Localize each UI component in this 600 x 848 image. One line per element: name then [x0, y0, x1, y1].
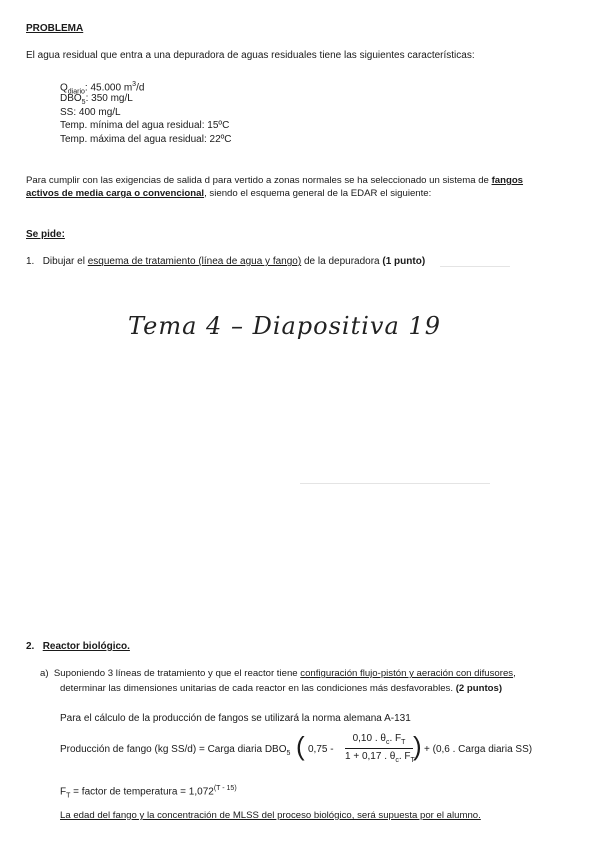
formula-close-paren: ) [413, 731, 422, 761]
paragraph-line-1: Para cumplir con las exigencias de salida d para vertido a zonas normales se ha seleccionado un sistema de fangos [26, 175, 524, 186]
spec-temp-min: Temp. mínima del agua residual: 15ºC [60, 120, 230, 131]
scan-mark [300, 483, 490, 484]
formula-denominator: 1 + 0,17 . $\theta_c$. $F_T$ [345, 751, 415, 764]
formula-close: + (0,6 . Carga diaria SS) [424, 744, 533, 755]
spec-dbo: $DBO_5$: 350 mg/L [60, 93, 133, 106]
spec-flow: $Q_{diario}$: 45.000 $m^3/d$ [60, 81, 145, 96]
scan-mark [440, 266, 510, 267]
intro-text: El agua residual que entra a una depuradora de aguas residuales tiene las siguientes características: [26, 50, 475, 61]
formula-lhs: Producción de fango (kg SS/d) = Carga diaria $DBO_5$ [60, 744, 291, 757]
footer-note: La edad del fango y la concentración de MLSS del proceso biológico, será supuesta por el alumno. [60, 810, 481, 821]
spec-ss: SS: 400 mg/L [60, 107, 121, 118]
formula-fraction-bar [345, 748, 413, 749]
section-2-heading: 2. Reactor biológico. [26, 641, 130, 652]
paragraph-line-2: activos de media carga o convencional, siendo el esquema general de la EDAR el siguiente: [26, 188, 432, 199]
norma-text: Para el cálculo de la producción de fangos se utilizará la norma alemana A-131 [60, 713, 411, 724]
formula-numerator: 0,10 . $\theta_c$. $F_T$ [352, 733, 406, 746]
spec-temp-max: Temp. máxima del agua residual: 22ºC [60, 134, 232, 145]
formula-open: 0,75 - [308, 744, 334, 755]
page-title: PROBLEMA [26, 23, 84, 34]
item-a-line-2: determinar las dimensiones unitarias de cada reactor en las condiciones más desfavorables. (2 puntos) [60, 683, 503, 694]
item-a-line-1: a) Suponiendo 3 líneas de tratamiento y que el reactor tiene configuración flujo-pistón y aeración con difusores, [40, 668, 516, 679]
se-pide-heading: Se pide: [26, 229, 65, 240]
temperature-factor: $F_T$ = factor de temperatura = $1,072^{(T - 15)}$ [60, 785, 237, 800]
formula-open-paren: ( [296, 731, 305, 761]
item-1: 1. Dibujar el esquema de tratamiento (línea de agua y fango) de la depuradora (1 punto) [26, 256, 426, 267]
handwritten-note: Tema 4 – Diapositiva 19 [128, 312, 441, 340]
